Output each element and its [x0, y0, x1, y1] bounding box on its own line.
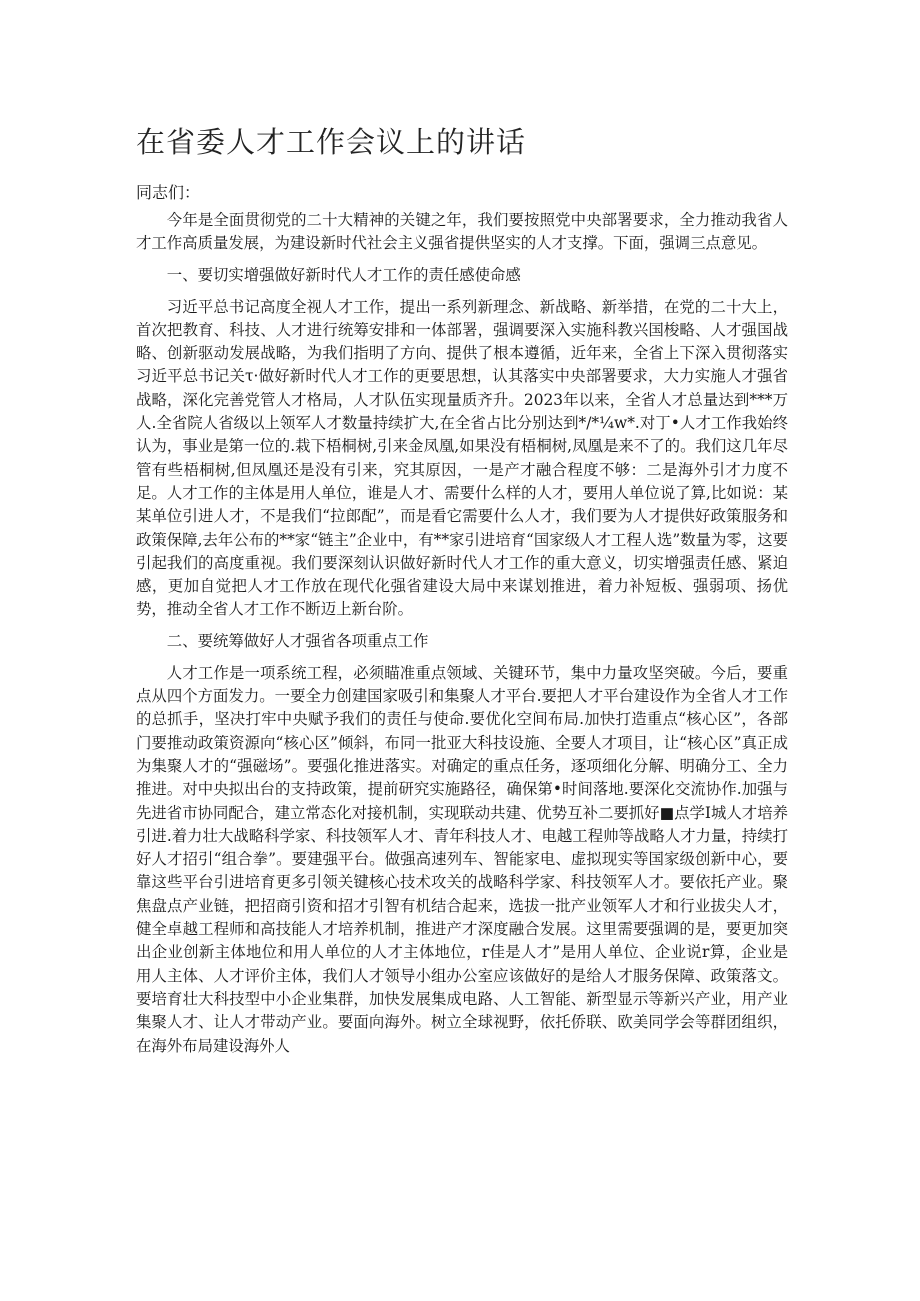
- section-heading-2: 二、要统筹做好人才强省各项重点工作: [166, 631, 429, 650]
- section-1-paragraph: 习近平总书记高度全视人才工作，提出一系列新理念、新战略、新举措，在党的二十大上，首次把教育、科技、人才进行统筹安排和一体部署，强调要深入实施科教兴国梭略、人才强国战略、创新驱动发展战略，为我们指明了方向、提供了根本遵循，近年来，全省上下深入贯彻落实习近平总书记关τ·做好新时代人才工作的更要思想，认其落实中央部署要求，大力实施人才强省战略，深化完善党管人才格局，人才队伍实现量质齐升。2023年以来，全省人才总量达到***万人.全省院人省级以上领军人才数量持续扩大,在全省占比分别达到*/*¼w*.对丁•人才工作我始终认为，事业是第一位的.栽下梧桐树,引来金凤凰,如果没有梧桐树,凤凰是来不了的。我们这几年尽管有些梧桐树,但凤凰还是没有引来，究其原因，一是产才融合程度不够：二是海外引才力度不足。人才工作的主体是用人单位，谁是人才、需要什么样的人才，要用人单位说了算,比如说：某某单位引进人才，不是我们“拉郎配”，而是看它需要什么人才，我们要为人才提供好政策服务和政策保障,去年公布的**家“链主”企业中，有**家引进培育“国家级人才工程人选”数量为零，这要引起我们的高度重视。我们要深刻认识做好新时代人才工作的重大意义，切实增强责任感、紧迫感，更加自觉把人才工作放在现代化强省建设大局中来谋划推进，着力补短板、强弱项、扬优势，推动全省人才工作不断迈上新台阶。: [136, 297, 788, 619]
- intro-paragraph: 今年是全面贯彻党的二十大精神的关键之年，我们要按照党中央部署要求，全力推动我省人才工作高质量发展，为建设新时代社会主义强省提供坚实的人才支撑。下面，强调三点意见。: [136, 211, 788, 253]
- salutation: 同志们：: [136, 183, 201, 202]
- section-2-paragraph: 人才工作是一项系统工程，必须瞄准重点领域、关键环节，集中力量攻坚突破。今后，要重点从四个方面发力。一要全力创建国家吸引和集聚人才平台.要把人才平台建设作为全省人才工作的总抓手，坚决打牢中央赋予我们的责任与使命.要优化空间布局.加快打造重点“核心区”，各部门要推动政策资源向“核心区”倾斜，布同一批亚大科技设施、全要人才项目，让“核心区”真正成为集聚人才的“强磁场”。要强化推进落实。对确定的重点任务，逐项细化分解、明确分工、全力推进。对中央拟出台的支持政策，提前研究实施路径，确保第•时间落地.要深化交流协作.加强与先进省市协同配合，建立常态化对接机制，实现联动共建、优势互补二要抓好■点学Ι城人才培养引进.着力壮大战略科学家、科技领军人才、青年科技人才、电越工程帅等战略人才力量，持续打好人才招引“组合拳”。要建强平台。做强高速列车、智能家电、虚拟现实等国家级创新中心，要靠这些平台引进培育更多引领关键核心技术攻关的战略科学家、科技领军人才。要依托产业。聚焦盘点产业链，把招商引资和招才引智有机结合起来，选拔一批产业领军人才和行业拔尖人才，健全卓越工程师和高技能人才培养机制，推进产才深度融合发展。这里需要强调的是，要更加突出企业创新主体地位和用人单位的人才主体地位，r佳是人才”是用人单位、企业说r算，企业是用人主体、人才评价主体，我们人才领导小组办公室应该做好的是给人才服务保障、政策落文。要培育壮大科技型中小企业集群，加快发展集成电路、人工智能、新型显示等新兴产业，用产业集聚人才、让人才带动产业。要面向海外。树立全球视野，依托侨联、欧美同学会等群团组织，在海外布局建设海外人: [136, 663, 788, 1055]
- document-title: 在省委人才工作会议上的讲话: [136, 125, 527, 159]
- document-body: [136, 209, 788, 1066]
- section-heading-1: 一、要切实增强做好新时代人才工作的责任感使命感: [166, 265, 521, 284]
